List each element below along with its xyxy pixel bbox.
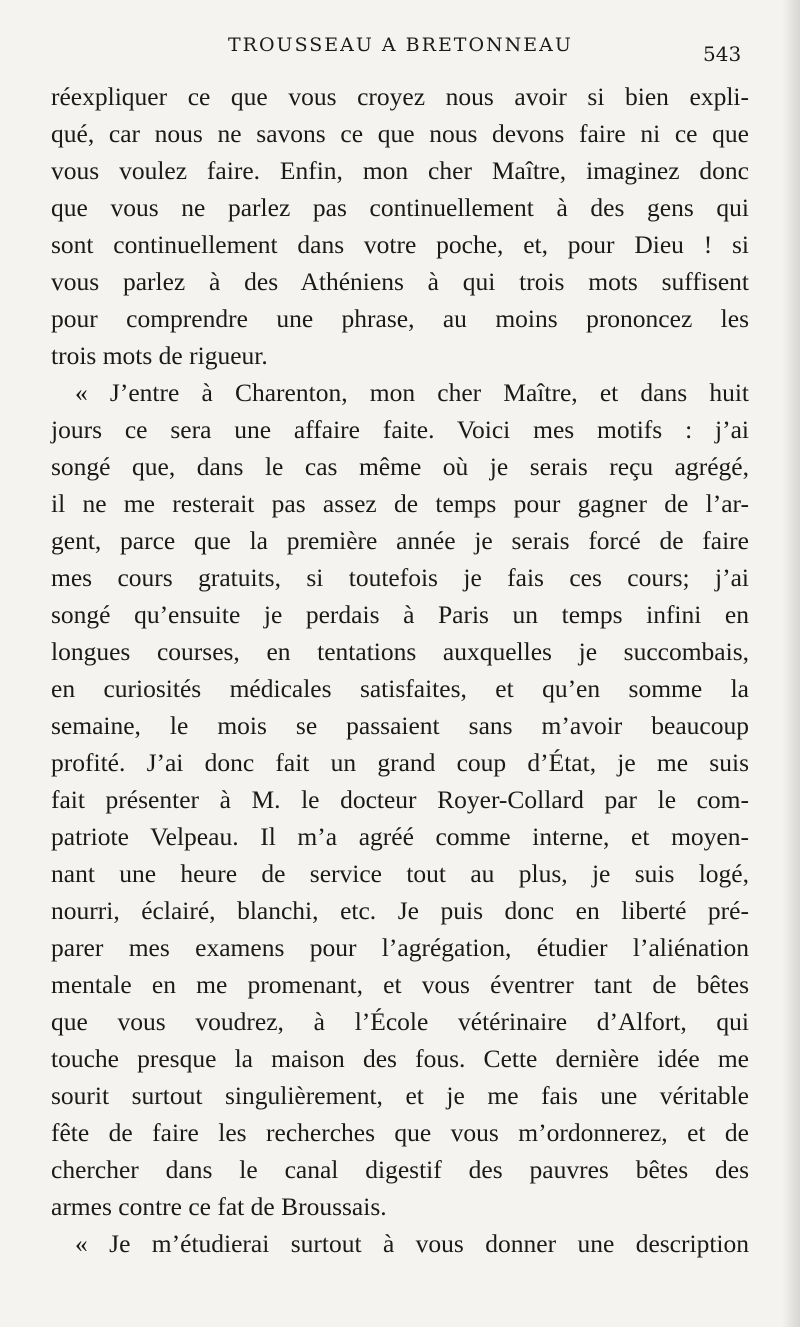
text-line: chercher dans le canal digestif des pauvres bêtes des [51,1155,749,1184]
text-line: nant une heure de service tout au plus, je suis logé, [51,859,749,888]
page-edge-shadow [782,0,800,1327]
text-line: en curiosités médicales satisfaites, et qu’en somme la [51,674,749,703]
text-line: parer mes examens pour l’agrégation, étudier l’aliénation [51,933,749,962]
page-number: 543 [703,42,742,66]
text-line: « Je m’étudierai surtout à vous donner une description [75,1229,749,1258]
text-line: fête de faire les recherches que vous m’ordonnerez, et de [51,1118,749,1147]
text-line: songé que, dans le cas même où je serais reçu agrégé, [51,452,749,481]
text-line: pour comprendre une phrase, au moins prononcez les [51,304,749,333]
text-line: nourri, éclairé, blanchi, etc. Je puis donc en liberté pré- [51,896,749,925]
text-line: longues courses, en tentations auxquelles je succombais, [51,637,749,666]
text-line: jours ce sera une affaire faite. Voici mes motifs : j’ai [51,415,749,444]
text-line: armes contre ce fat de Broussais. [51,1192,387,1221]
running-head [0,34,800,64]
text-line: mentale en me promenant, et vous éventrer tant de bêtes [51,970,749,999]
running-title: TROUSSEAU A BRETONNEAU [228,34,573,56]
text-line: sourit surtout singulièrement, et je me fais une véritable [51,1081,749,1110]
text-line: trois mots de rigueur. [51,341,268,370]
text-line: que vous ne parlez pas continuellement à des gens qui [51,193,749,222]
text-line: réexpliquer ce que vous croyez nous avoir si bien expli- [51,82,749,111]
text-line: mes cours gratuits, si toutefois je fais ces cours; j’ai [51,563,749,592]
text-line: semaine, le mois se passaient sans m’avoir beaucoup [51,711,749,740]
text-line: vous voulez faire. Enfin, mon cher Maître, imaginez donc [51,156,749,185]
text-line: patriote Velpeau. Il m’a agréé comme interne, et moyen- [51,822,749,851]
text-line: profité. J’ai donc fait un grand coup d’État, je me suis [51,748,749,777]
text-line: touche presque la maison des fous. Cette dernière idée me [51,1044,749,1073]
body-text [51,78,749,1262]
text-line: fait présenter à M. le docteur Royer-Collard par le com- [51,785,749,814]
text-line: « J’entre à Charenton, mon cher Maître, et dans huit [75,378,749,407]
text-line: gent, parce que la première année je serais forcé de faire [51,526,749,555]
text-line: sont continuellement dans votre poche, et, pour Dieu ! si [51,230,749,259]
text-line: que vous voudrez, à l’École vétérinaire d’Alfort, qui [51,1007,749,1036]
text-line: il ne me resterait pas assez de temps pour gagner de l’ar- [51,489,749,518]
text-line: qué, car nous ne savons ce que nous devons faire ni ce que [51,119,749,148]
text-line: songé qu’ensuite je perdais à Paris un temps infini en [51,600,749,629]
text-line: vous parlez à des Athéniens à qui trois mots suffisent [51,267,749,296]
